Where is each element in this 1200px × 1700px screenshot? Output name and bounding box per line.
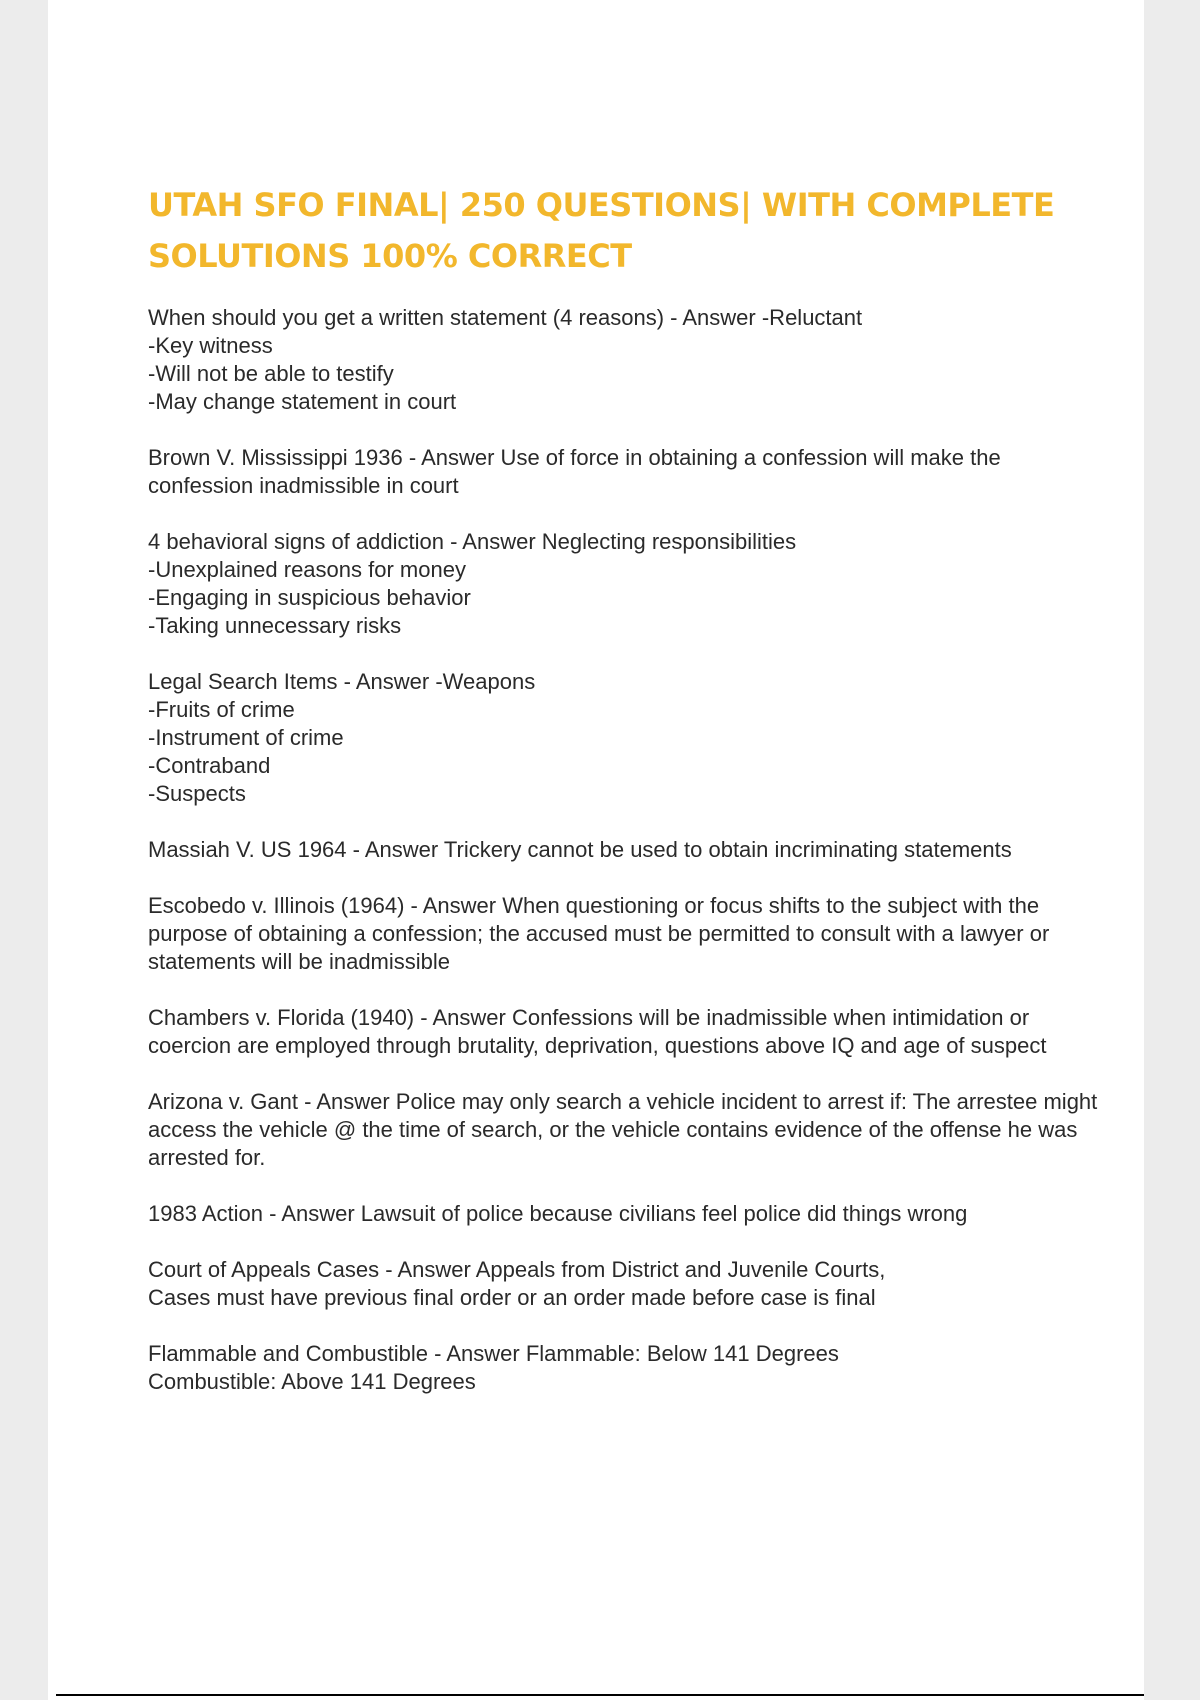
document-content [148,180,1108,1424]
qa-entry: Escobedo v. Illinois (1964) - Answer When questioning or focus shifts to the subject with the purpose of obtaining a confession; the accused must be permitted to consult with a lawyer or statements will be inadmissible [148,893,1050,974]
qa-entry: Chambers v. Florida (1940) - Answer Confessions will be inadmissible when intimidation or coercion are employed through brutality, deprivation, questions above IQ and age of suspect [148,1005,1047,1058]
qa-entry: 4 behavioral signs of addiction - Answer Neglecting responsibilities -Unexplained reasons for money -Engaging in suspicious behavior -Taking unnecessary risks [148,529,797,638]
qa-entry: 1983 Action - Answer Lawsuit of police because civilians feel police did things wrong [148,1201,968,1226]
footer-rule [56,1694,1144,1696]
qa-entry: Court of Appeals Cases - Answer Appeals from District and Juvenile Courts, Cases must have previous final order or an order made before case is final [148,1257,886,1310]
qa-entry: Brown V. Mississippi 1936 - Answer Use of force in obtaining a confession will make the confession inadmissible in court [148,445,1001,498]
qa-entry: Arizona v. Gant - Answer Police may only search a vehicle incident to arrest if: The arrestee might access the vehicle @ the time of search, or the vehicle contains evidence of the offense he was arrested for. [148,1089,1098,1170]
document-page [48,0,1144,1700]
qa-entry: Massiah V. US 1964 - Answer Trickery cannot be used to obtain incriminating statements [148,837,1012,862]
qa-entry: Flammable and Combustible - Answer Flammable: Below 141 Degrees Combustible: Above 141 Degrees [148,1341,839,1394]
qa-entry: When should you get a written statement (4 reasons) - Answer -Reluctant -Key witness -Will not be able to testify -May change statement in court [148,305,863,414]
document-title: UTAH SFO FINAL| 250 QUESTIONS| WITH COMPLETE SOLUTIONS 100% CORRECT [148,186,1055,275]
qa-entry: Legal Search Items - Answer -Weapons -Fruits of crime -Instrument of crime -Contraband -Suspects [148,669,536,806]
qa-list [148,304,1108,1396]
